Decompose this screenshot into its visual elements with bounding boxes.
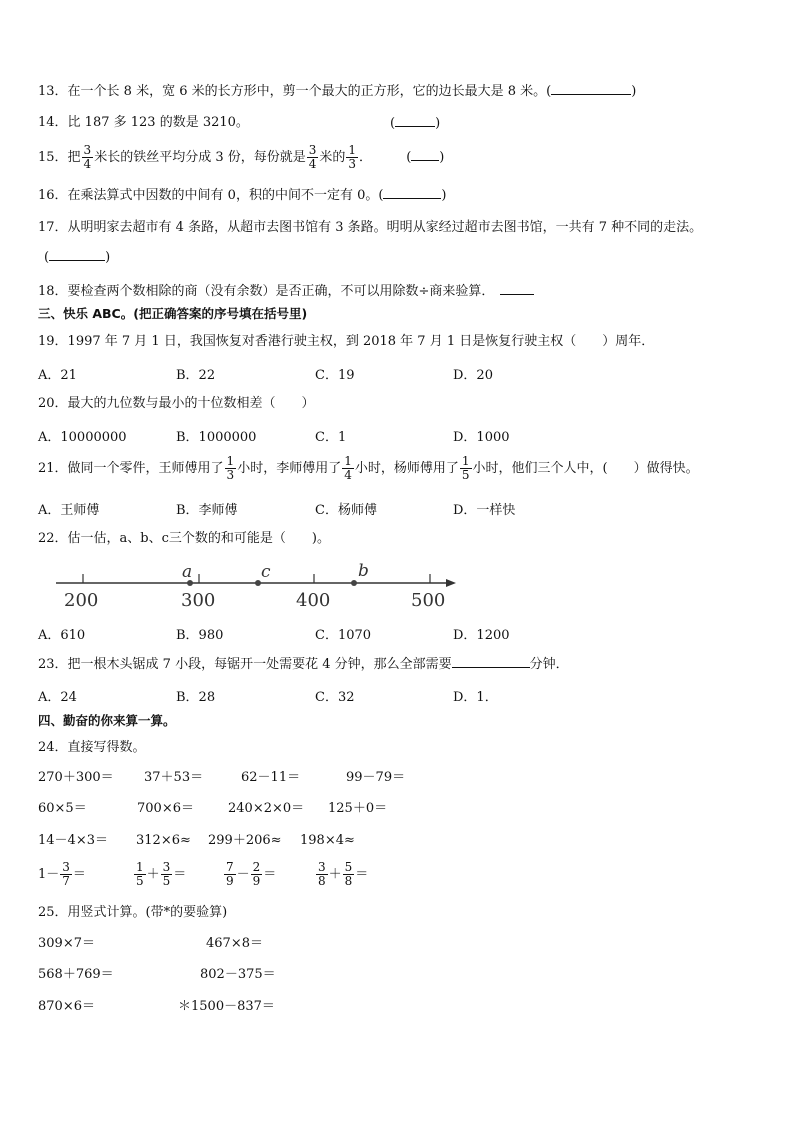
fraction: $\frac{7}{9}$ xyxy=(226,860,234,888)
option-a[interactable]: A．王师傅 xyxy=(38,503,100,518)
fraction: $\frac{5}{8}$ xyxy=(344,860,353,888)
option-a[interactable]: A．21 xyxy=(38,368,77,383)
fraction: $\frac{1}{5}$ xyxy=(461,454,470,482)
fraction: $\frac{3}{4}$ xyxy=(308,143,317,171)
question-23: 23．把一根木头锯成 7 小段，每锯开一处需要花 4 分钟，那么全部需要 分钟． xyxy=(38,657,569,672)
axis-label-300: 300 xyxy=(181,590,216,611)
question-16: 16．在乘法算式中因数的中间有 0，积的中间不一定有 0。( ) xyxy=(38,188,447,203)
point-label-b: b xyxy=(358,561,369,581)
fraction: $\frac{3}{5}$ xyxy=(162,860,171,888)
option-a[interactable]: A．610 xyxy=(38,628,86,643)
axis-label-200: 200 xyxy=(64,590,99,611)
number-line xyxy=(48,560,478,620)
fraction-calc-item: $\frac{7}{9}$ － $\frac{2}{9}$ ＝ xyxy=(226,860,277,888)
option-b[interactable]: B．980 xyxy=(176,628,224,643)
fraction: $\frac{3}{7}$ xyxy=(62,860,70,888)
answer-blank[interactable] xyxy=(395,114,435,127)
fraction-calc-item: 1－ $\frac{3}{7}$ ＝ xyxy=(38,860,86,888)
question-17 xyxy=(38,219,702,237)
fraction: $\frac{1}{3}$ xyxy=(348,143,357,171)
fraction: $\frac{1}{3}$ xyxy=(226,454,235,482)
option-d[interactable]: D．1． xyxy=(453,690,498,705)
question-25-title: 25．用竖式计算。(带*的要验算) xyxy=(38,905,228,920)
question-18 xyxy=(38,282,534,301)
question-19: 19．1997 年 7 月 1 日，我国恢复对香港行驶主权，到 2018 年 7 月 1 日是恢复行驶主权（ ）周年． xyxy=(38,334,655,349)
calc-item: 62－11＝ xyxy=(241,770,301,785)
question-13-text: 13．在一个长 8 米，宽 6 米的长方形中，剪一个最大的正方形，它的边长最大是 8 米。( xyxy=(38,84,552,99)
question-22: 22．估一估，a、b、c三个数的和可能是（ )。 xyxy=(38,531,330,546)
question-24-title: 24．直接写得数。 xyxy=(38,740,146,755)
fraction: $\frac{3}{4}$ xyxy=(83,143,92,171)
calc-item: ＊1500－837＝ xyxy=(178,999,275,1014)
fraction-calc-item: $\frac{1}{5}$ ＋ $\frac{3}{5}$ ＝ xyxy=(136,860,187,888)
fraction-calc-item: $\frac{3}{8}$ ＋ $\frac{5}{8}$ ＝ xyxy=(318,860,369,888)
fraction: $\frac{2}{9}$ xyxy=(252,860,261,888)
question-15: 15．把 $\frac{3}{4}$ 米长的铁丝平均分成 3 份，每份就是 $\frac{3}{4}$ 米的 $\frac{1}{3}$ ． ( ) xyxy=(38,143,445,171)
point-label-a: a xyxy=(182,562,193,582)
section-4-heading: 四、勤奋的你来算一算。 xyxy=(38,713,176,728)
option-c[interactable]: C．19 xyxy=(315,368,355,383)
answer-blank[interactable] xyxy=(49,248,105,261)
calc-item: 198×4≈ xyxy=(300,833,355,848)
arrow-icon xyxy=(446,579,456,587)
calc-item: 700×6＝ xyxy=(137,801,194,816)
calc-item: 60×5＝ xyxy=(38,801,87,816)
option-b[interactable]: B．22 xyxy=(176,368,216,383)
option-c[interactable]: C．1 xyxy=(315,430,347,445)
calc-item: 14－4×3＝ xyxy=(38,833,108,848)
section-3-heading: 三、快乐 ABC。(把正确答案的序号填在括号里) xyxy=(38,306,308,321)
option-b[interactable]: B．1000000 xyxy=(176,430,257,445)
fraction: $\frac{3}{8}$ xyxy=(318,860,326,888)
calc-item: 270＋300＝ xyxy=(38,770,114,785)
option-a[interactable]: A．24 xyxy=(38,690,77,705)
question-14: 14．比 187 多 123 的数是 3210。 ( ) xyxy=(38,115,441,131)
question-17-text: 17．从明明家去超市有 4 条路，从超市去图书馆有 3 条路。明明从家经过超市去图书馆，一共有 7 种不同的走法。 xyxy=(38,220,703,235)
axis-label-400: 400 xyxy=(296,590,331,611)
axis-label-500: 500 xyxy=(411,590,446,611)
option-d[interactable]: D．1200 xyxy=(453,628,510,643)
point-label-c: c xyxy=(261,562,271,582)
question-18-text: 18．要检查两个数相除的商（没有余数）是否正确，不可以用除数÷商来验算． xyxy=(38,284,495,299)
fraction: $\frac{1}{5}$ xyxy=(136,860,144,888)
question-17-answer: ( ) xyxy=(44,250,111,265)
option-d[interactable]: D．20 xyxy=(453,368,493,383)
option-d[interactable]: D．1000 xyxy=(453,430,510,445)
answer-blank[interactable] xyxy=(500,282,534,295)
question-13: 13．在一个长 8 米，宽 6 米的长方形中，剪一个最大的正方形，它的边长最大是 8 米。( ) xyxy=(38,84,637,99)
calc-item: 240×2×0＝ xyxy=(228,801,305,816)
question-20: 20．最大的九位数与最小的十位数相差（ ） xyxy=(38,396,315,411)
option-c[interactable]: C．杨师傅 xyxy=(315,503,377,518)
question-14-text: 14．比 187 多 123 的数是 3210。 xyxy=(38,115,249,130)
calc-item: 37＋53＝ xyxy=(144,770,204,785)
option-b[interactable]: B．李师傅 xyxy=(176,503,238,518)
option-b[interactable]: B．28 xyxy=(176,690,216,705)
fraction: $\frac{1}{4}$ xyxy=(344,454,352,482)
calc-item: 299＋206≈ xyxy=(208,833,282,848)
question-16-text: 16．在乘法算式中因数的中间有 0，积的中间不一定有 0。( xyxy=(38,188,384,203)
answer-blank[interactable] xyxy=(452,655,530,668)
answer-blank[interactable] xyxy=(411,148,439,161)
answer-blank[interactable] xyxy=(383,186,441,199)
option-d[interactable]: D．一样快 xyxy=(453,503,516,518)
calc-item: 312×6≈ xyxy=(136,833,191,848)
calc-item: 99－79＝ xyxy=(346,770,406,785)
option-a[interactable]: A．10000000 xyxy=(38,430,127,445)
calc-item: 802－375＝ xyxy=(200,967,276,982)
calc-item: 309×7＝ xyxy=(38,936,95,951)
question-21: 21．做同一个零件，王师傅用了 $\frac{1}{3}$ 小时，李师傅用了 $\frac{1}{4}$ 小时，杨师傅用了 $\frac{1}{5}$ 小时，他们三个人中，( ）做得快。 xyxy=(38,454,699,482)
point-b xyxy=(351,580,357,586)
calc-item: 568＋769＝ xyxy=(38,967,114,982)
option-c[interactable]: C．32 xyxy=(315,690,355,705)
calc-item: 870×6＝ xyxy=(38,999,95,1014)
calc-item: 467×8＝ xyxy=(206,936,263,951)
calc-item: 125＋0＝ xyxy=(328,801,388,816)
answer-blank[interactable] xyxy=(551,82,631,95)
option-c[interactable]: C．1070 xyxy=(315,628,372,643)
